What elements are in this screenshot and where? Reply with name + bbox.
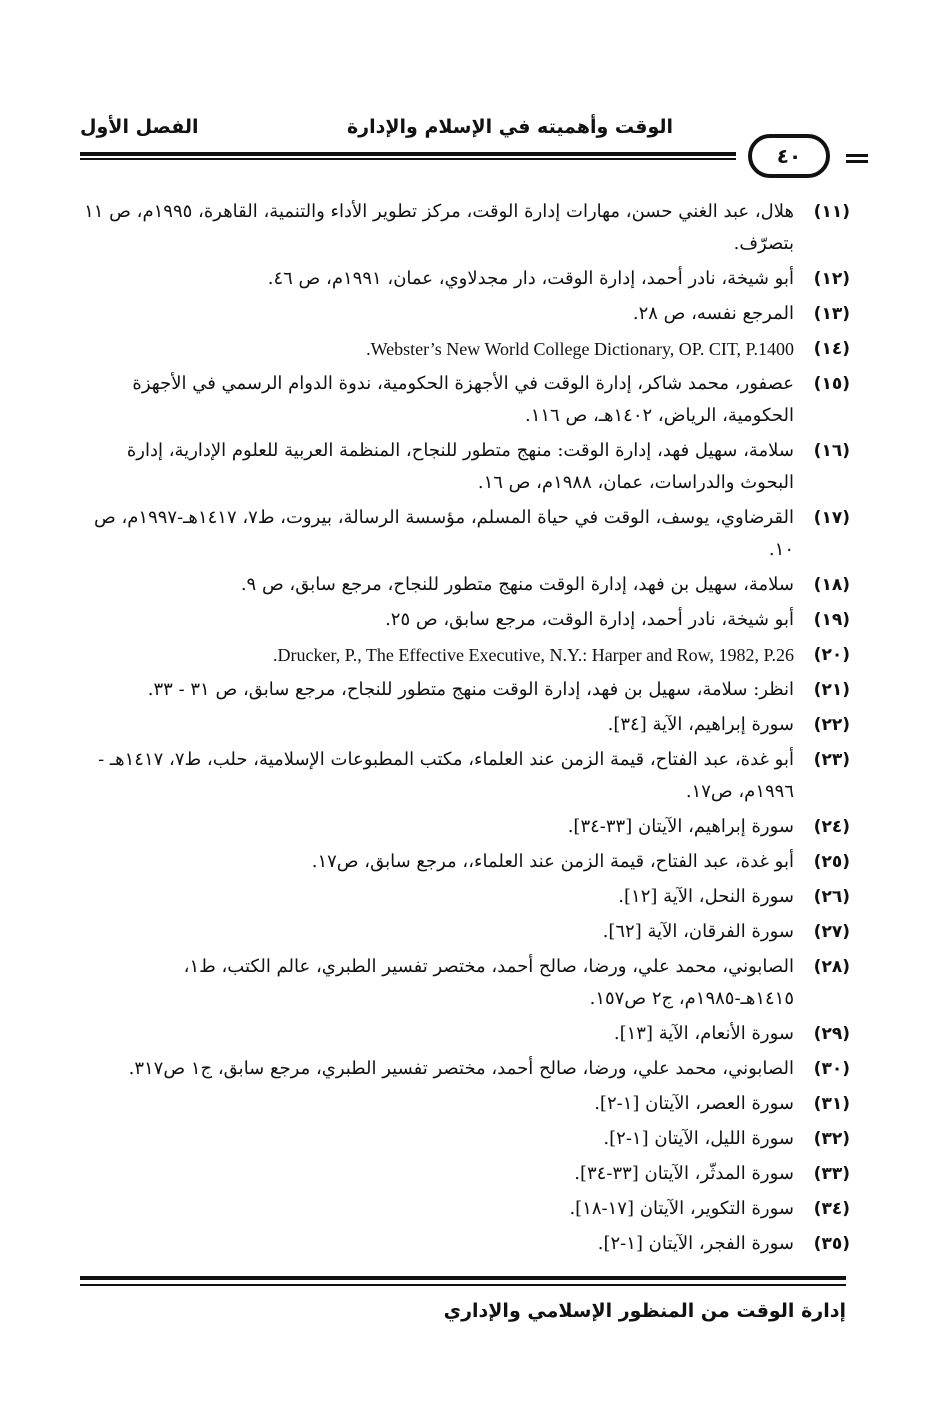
reference-text: الصابوني، محمد علي، ورضا، صالح أحمد، مختصر تفسير الطبري، مرجع سابق، ج١ ص٣١٧.: [128, 1058, 794, 1079]
reference-text: القرضاوي، يوسف، الوقت في حياة المسلم، مؤسسة الرسالة، بيروت، ط٧، ١٤١٧هـ-١٩٩٧م، ص ١٠.: [93, 507, 794, 560]
running-title: الوقت وأهميته في الإسلام والإدارة: [346, 116, 674, 138]
reference-text: عصفور، محمد شاكر، إدارة الوقت في الأجهزة الحكومية، ندوة الدوام الرسمي في الأجهزة الحكومية، الرياض، ١٤٠٢هـ، ص ١١٦.: [132, 373, 794, 426]
reference-item: [80, 502, 850, 566]
reference-text: سورة المدثّر، الآيتان [٣٣-٣٤].: [574, 1163, 794, 1184]
reference-text: المرجع نفسه، ص ٢٨.: [632, 303, 794, 324]
reference-number: (١٦): [813, 441, 850, 461]
reference-number: (٣٤): [813, 1199, 850, 1219]
reference-item: [80, 1228, 850, 1260]
reference-number: (٣٠): [813, 1059, 850, 1079]
reference-text: سورة الفرقان، الآية [٦٢].: [602, 921, 794, 942]
reference-number: (٢٢): [813, 715, 850, 735]
reference-text: أبو شيخة، نادر أحمد، إدارة الوقت، مرجع سابق، ص ٢٥.: [385, 609, 794, 630]
header-rule: [80, 152, 736, 156]
reference-text: سورة إبراهيم، الآية [٣٤].: [607, 714, 794, 735]
reference-item: [80, 263, 850, 295]
reference-number: (٢٠): [813, 645, 850, 665]
reference-text: الصابوني، محمد علي، ورضا، صالح أحمد، مختصر تفسير الطبري، عالم الكتب، ط١، ١٤١٥هـ-١٩٨٥م، ج٢ ص١٥٧.: [183, 956, 794, 1009]
reference-text: سورة التكوير، الآيتان [١٧-١٨].: [569, 1198, 794, 1219]
reference-number: (١٣): [813, 304, 850, 324]
reference-number: (١٥): [813, 374, 850, 394]
reference-number: (١٢): [813, 269, 850, 289]
reference-text: أبو شيخة، نادر أحمد، إدارة الوقت، دار مجدلاوي، عمان، ١٩٩١م، ص ٤٦.: [267, 268, 794, 289]
reference-item: [80, 1088, 850, 1120]
reference-item: [80, 1193, 850, 1225]
reference-item: [80, 709, 850, 741]
reference-text: سورة الليل، الآيتان [١-٢].: [603, 1128, 794, 1149]
reference-number: (٢٣): [813, 750, 850, 770]
reference-number: (٣٢): [813, 1129, 850, 1149]
reference-item: [80, 196, 850, 260]
chapter-title: الفصل الأول: [80, 116, 199, 138]
reference-item: [80, 604, 850, 636]
reference-number: (٣٥): [813, 1234, 850, 1254]
reference-item: [80, 1123, 850, 1155]
reference-text: Webster’s New World College Dictionary, OP. CIT, P.1400.: [366, 339, 794, 359]
reference-text: أبو غدة، عبد الفتاح، قيمة الزمن عند العلماء، مكتب المطبوعات الإسلامية، حلب، ط٧، ١٤١٧هـ - ١٩٩٦م، ص١٧.: [98, 749, 794, 802]
reference-item: [80, 435, 850, 499]
reference-item: [80, 744, 850, 808]
reference-number: (٣٣): [813, 1164, 850, 1184]
reference-number: (١٧): [813, 508, 850, 528]
reference-number: (١٩): [813, 610, 850, 630]
references-list: [80, 196, 850, 1263]
badge-tail-lines: [828, 154, 868, 162]
reference-text: هلال، عبد الغني حسن، مهارات إدارة الوقت، مركز تطوير الأداء والتنمية، القاهرة، ١٩٩٥م، ص ١١ بتصرّف.: [84, 201, 794, 254]
reference-number: (٢٧): [813, 922, 850, 942]
page-header: [80, 108, 868, 172]
reference-number: (١٨): [813, 575, 850, 595]
reference-text: سلامة، سهيل فهد، إدارة الوقت: منهج متطور للنجاح، المنظمة العربية للعلوم الإدارية، إدارة البحوث والدراسات، عمان، ١٩٨٨م، ص ١٦.: [126, 440, 794, 493]
reference-item: [80, 846, 850, 878]
book-title: إدارة الوقت من المنظور الإسلامي والإداري: [443, 1300, 846, 1322]
reference-item: [80, 333, 850, 365]
reference-text: سورة الفجر، الآيتان [١-٢].: [597, 1233, 794, 1254]
reference-item: [80, 916, 850, 948]
reference-text: سورة إبراهيم، الآيتان [٣٣-٣٤].: [567, 816, 794, 837]
reference-item: [80, 569, 850, 601]
reference-number: (٣١): [813, 1094, 850, 1114]
reference-number: (٢٩): [813, 1024, 850, 1044]
reference-text: انظر: سلامة، سهيل بن فهد، إدارة الوقت منهج متطور للنجاح، مرجع سابق، ص ٣١ - ٣٣.: [147, 679, 794, 700]
reference-number: (٢٨): [813, 957, 850, 977]
page-number: ٤٠: [776, 144, 802, 168]
reference-text: أبو غدة، عبد الفتاح، قيمة الزمن عند العلماء،، مرجع سابق، ص١٧.: [311, 851, 794, 872]
footer-rule: [80, 1276, 846, 1280]
reference-item: [80, 298, 850, 330]
reference-item: [80, 639, 850, 671]
reference-number: (٢١): [813, 680, 850, 700]
reference-item: [80, 881, 850, 913]
reference-text: سورة النحل، الآية [١٢].: [618, 886, 794, 907]
reference-item: [80, 951, 850, 1015]
reference-item: [80, 1158, 850, 1190]
page-number-badge: [748, 134, 830, 178]
reference-item: [80, 1018, 850, 1050]
reference-number: (٢٤): [813, 817, 850, 837]
reference-text: سورة الأنعام، الآية [١٣].: [613, 1023, 794, 1044]
reference-text: سلامة، سهيل بن فهد، إدارة الوقت منهج متطور للنجاح، مرجع سابق، ص ٩.: [240, 574, 794, 595]
reference-item: [80, 1053, 850, 1085]
reference-item: [80, 368, 850, 432]
reference-item: [80, 811, 850, 843]
reference-item: [80, 674, 850, 706]
reference-text: سورة العصر، الآيتان [١-٢].: [594, 1093, 794, 1114]
reference-text: Drucker, P., The Effective Executive, N.Y.: Harper and Row, 1982, P.26.: [273, 645, 794, 665]
reference-number: (٢٥): [813, 852, 850, 872]
header-rule-thin: [80, 158, 736, 160]
reference-number: (١١): [813, 202, 850, 222]
reference-number: (٢٦): [813, 887, 850, 907]
reference-number: (١٤): [813, 339, 850, 359]
footer-rule-thin: [80, 1284, 846, 1286]
